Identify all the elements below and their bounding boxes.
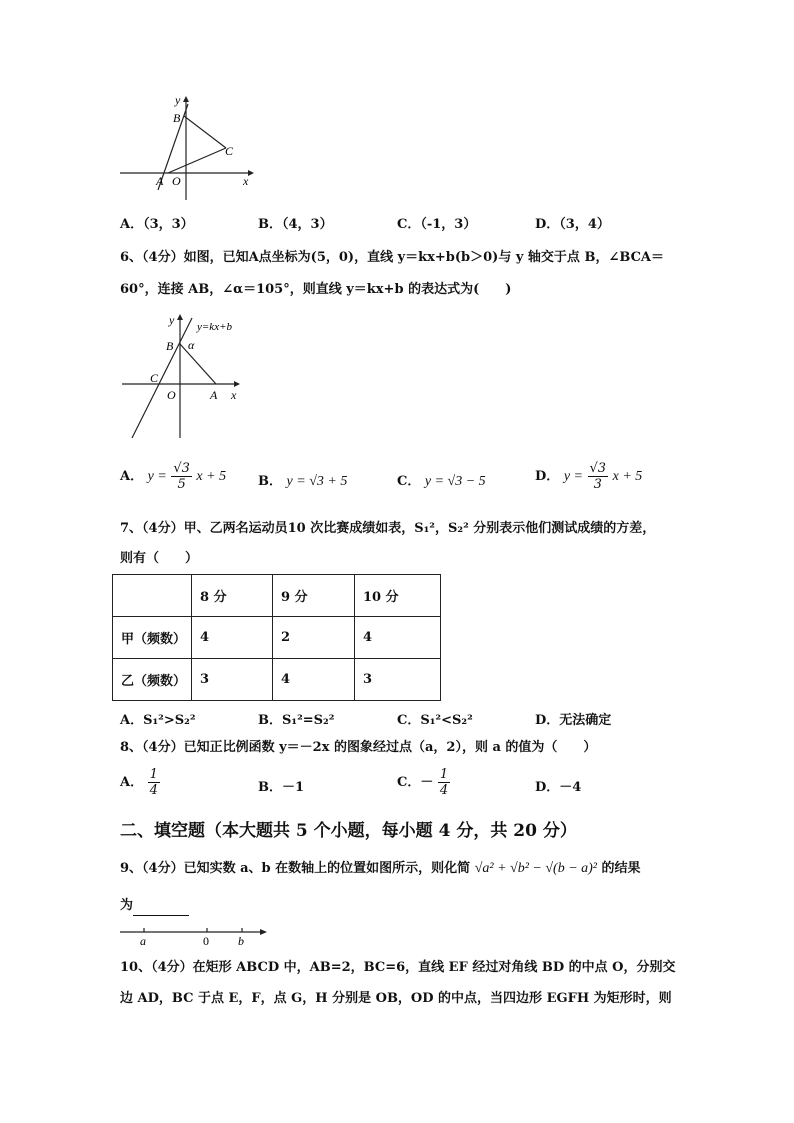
q6-option-d[interactable] [535,461,642,492]
q6-option-a-pre: y = [147,469,167,484]
q6-option-a-post: x + 5 [196,469,227,484]
q7-option-b[interactable]: B．S₁²=S₂² [258,713,335,728]
table-cell: 3 [192,659,273,701]
segment-bc [184,116,226,148]
q10-stem-line1: 10、（4分）在矩形 ABCD 中，AB=2，BC=6，直线 EF 经过对角线 BD 的中点 O，分别交 [120,960,676,975]
table-cell: 乙（频数） [113,659,192,701]
q6-option-b[interactable] [258,470,347,490]
q6-option-b-label: B． [258,474,282,489]
numline-label-a: a [140,934,146,948]
q8-stem-line1: 8、（4分）已知正比例函数 y＝－2x 的图象经过点（a，2），则 a 的值为（ ） [120,740,597,755]
fig6-label-eq: y=kx+b [197,321,232,333]
numerator: 1 [439,767,449,782]
fig5-label-a: A [156,174,164,188]
fig6-label-o: O [167,388,176,402]
q8-option-a-fraction [148,767,160,798]
q6-option-c-expr: y = √3 − 5 [424,474,486,489]
numerator: √3 [589,461,607,476]
denominator: 4 [439,783,449,798]
numerator: 1 [149,767,158,782]
fig5-label-y: y [175,93,181,107]
segment-ba [180,344,216,384]
x-axis-arrow-icon [234,381,240,387]
q6-option-d-label: D． [535,469,560,484]
fig5-label-b: B [173,111,181,125]
denominator: 4 [149,783,158,798]
q6-stem-line2: 60°，连接 AB，∠α＝105°，则直线 y＝kx+b 的表达式为( ) [120,282,512,297]
fig6-label-x: x [231,388,237,402]
q6-option-a[interactable] [120,461,226,492]
section-heading-fill-in: 二、填空题（本大题共 5 个小题，每小题 4 分，共 20 分） [120,821,577,841]
q7-option-a[interactable]: A．S₁²>S₂² [120,713,196,728]
q6-option-a-label: A． [120,469,144,484]
fig6-label-c: C [150,371,159,385]
q5-option-d[interactable]: D．（3，4） [535,217,610,232]
q6-option-d-post: x + 5 [612,469,643,484]
denominator: 3 [593,477,602,492]
table-header-cell: 8 分 [192,575,273,617]
fig6-label-alpha: α [188,338,195,352]
table-cell: 甲（频数） [113,617,192,659]
q6-option-c[interactable] [397,470,486,490]
table-row [113,617,441,659]
q9-number-line [118,924,273,948]
denominator: 5 [177,477,186,492]
y-axis-arrow-icon [183,96,189,102]
q6-figure [118,312,258,442]
fig6-label-y: y [169,313,175,327]
q6-option-d-pre: y = [563,469,583,484]
q6-option-b-expr: y = √3 + 5 [286,474,348,489]
q8-option-c[interactable] [397,767,450,798]
q8-option-c-label: C．－ [397,775,434,790]
q6-option-d-fraction [588,461,609,492]
q5-option-a[interactable]: A．（3，3） [120,217,194,232]
table-row [113,659,441,701]
q9-stem-line2 [120,896,189,916]
fig6-label-a: A [210,388,218,402]
table-header-cell: 9 分 [273,575,355,617]
q7-option-d[interactable]: D．无法确定 [535,713,612,728]
table-cell [113,575,192,617]
q9-radical-expression: √a² + √b² − √(b − a)² [474,861,597,876]
numline-label-zero: 0 [203,934,209,948]
q7-stem-line2: 则有（ ） [120,551,199,566]
table-cell: 2 [273,617,355,659]
table-header-row [113,575,441,617]
table-cell: 4 [355,617,441,659]
numerator: √3 [173,461,190,476]
q5-option-b[interactable]: B．（4，3） [258,217,333,232]
table-cell: 4 [192,617,273,659]
number-line-arrow-icon [260,929,267,935]
line-kx-b [132,318,192,438]
q8-option-a-label: A． [120,775,144,790]
q9-answer-prefix: 为 [120,898,134,913]
y-axis-arrow-icon [177,314,183,320]
q6-stem-line1: 6、（4分）如图，已知A点坐标为(5，0)，直线 y＝kx+b(b＞0)与 y 轴交于点 B，∠BCA＝ [120,250,665,265]
q5-option-c[interactable]: C．（-1，3） [397,217,477,232]
fig6-label-b: B [166,339,174,353]
x-axis-arrow-icon [248,170,254,176]
q9-stem-pre: 9、（4分）已知实数 a、b 在数轴上的位置如图所示，则化简 [120,861,471,876]
q7-option-c[interactable]: C．S₁²<S₂² [397,713,473,728]
q7-frequency-table [112,574,441,701]
q9-stem-post: 的结果 [601,861,641,876]
q5-figure [118,92,258,202]
q8-option-a[interactable] [120,767,160,798]
fig5-label-x: x [243,174,249,188]
q8-option-b[interactable]: B．－1 [258,780,305,795]
q10-stem-line2: 边 AD，BC 于点 E，F，点 G，H 分别是 OB，OD 的中点，当四边形 EGFH 为矩形时，则 [120,991,672,1006]
q7-stem-line1: 7、（4分）甲、乙两名运动员10 次比赛成绩如表，S₁²，S₂² 分别表示他们测试成绩的方差， [120,521,656,536]
q6-option-c-label: C． [397,474,421,489]
fig5-label-c: C [225,144,234,158]
table-cell: 3 [355,659,441,701]
numline-label-b: b [238,934,244,948]
fig5-label-o: O [172,174,181,188]
table-cell: 4 [273,659,355,701]
q8-option-d[interactable]: D．－4 [535,780,582,795]
q9-stem-line1 [120,859,641,879]
q8-option-c-fraction [438,767,450,798]
segment-ac [168,148,226,173]
q9-answer-blank[interactable] [133,901,189,916]
table-header-cell: 10 分 [355,575,441,617]
q6-option-a-fraction [171,461,192,492]
